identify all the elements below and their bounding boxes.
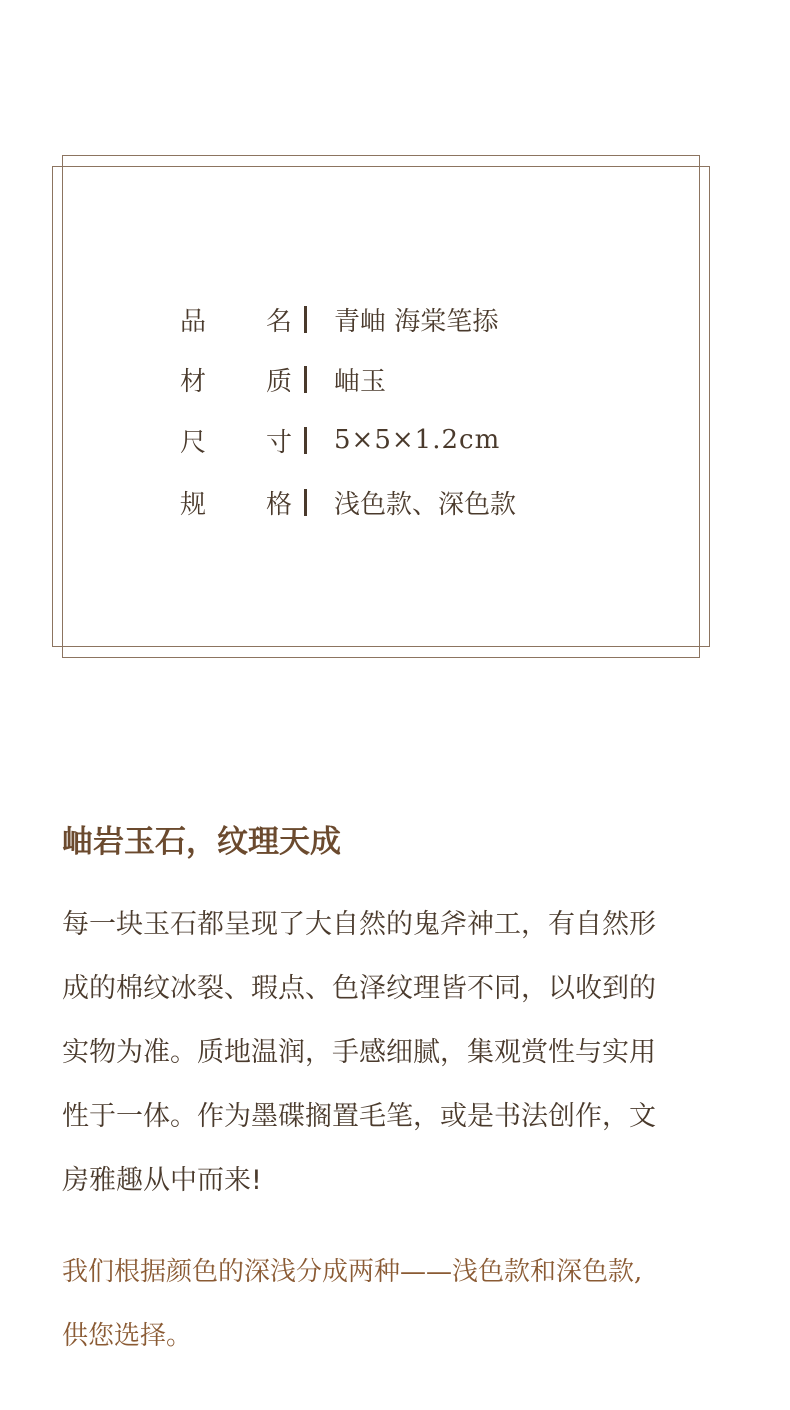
spec-row-variant [180,482,516,522]
spec-label-char: 质 [265,366,292,397]
spec-row-material [180,359,386,399]
note-line: 供您选择。 [62,1321,193,1351]
spec-value: 浅色款、深色款 [334,489,517,520]
spec-separator [304,366,307,393]
spec-label-char: 品 [180,306,207,337]
note-line: 我们根据颜色的深浅分成两种——浅色款和深色款, [62,1257,643,1287]
spec-value: 5×5×1.2cm [334,425,501,455]
spec-row-name [180,299,498,339]
description [62,893,732,1213]
spec-label-char: 寸 [265,427,292,458]
section-title: 岫岩玉石，纹理天成 [62,824,341,860]
spec-label [180,361,292,398]
spec-value: 岫玉 [334,366,387,397]
variant-note [62,1240,742,1368]
spec-separator [304,427,307,454]
description-line: 房雅趣从中而来! [62,1165,262,1196]
spec-label-char: 名 [265,306,292,337]
description-line: 性于一体。作为墨碟搁置毛笔，或是书法创作，文 [62,1101,656,1132]
spec-separator [304,489,307,516]
description-line: 成的棉纹冰裂、瑕点、色泽纹理皆不同，以收到的 [62,973,656,1004]
spec-label [180,422,292,459]
spec-label [180,484,292,521]
spec-label-char: 材 [180,366,207,397]
description-line: 每一块玉石都呈现了大自然的鬼斧神工，有自然形 [62,909,656,940]
spec-frame-inner [52,166,710,647]
spec-value: 青岫 海棠笔掭 [334,306,499,337]
spec-separator [304,306,307,333]
spec-label [180,301,292,338]
spec-label-char: 尺 [180,427,207,458]
spec-label-char: 规 [180,489,207,520]
spec-label-char: 格 [265,489,292,520]
description-line: 实物为准。质地温润，手感细腻，集观赏性与实用 [62,1037,656,1068]
spec-row-size [180,420,500,460]
